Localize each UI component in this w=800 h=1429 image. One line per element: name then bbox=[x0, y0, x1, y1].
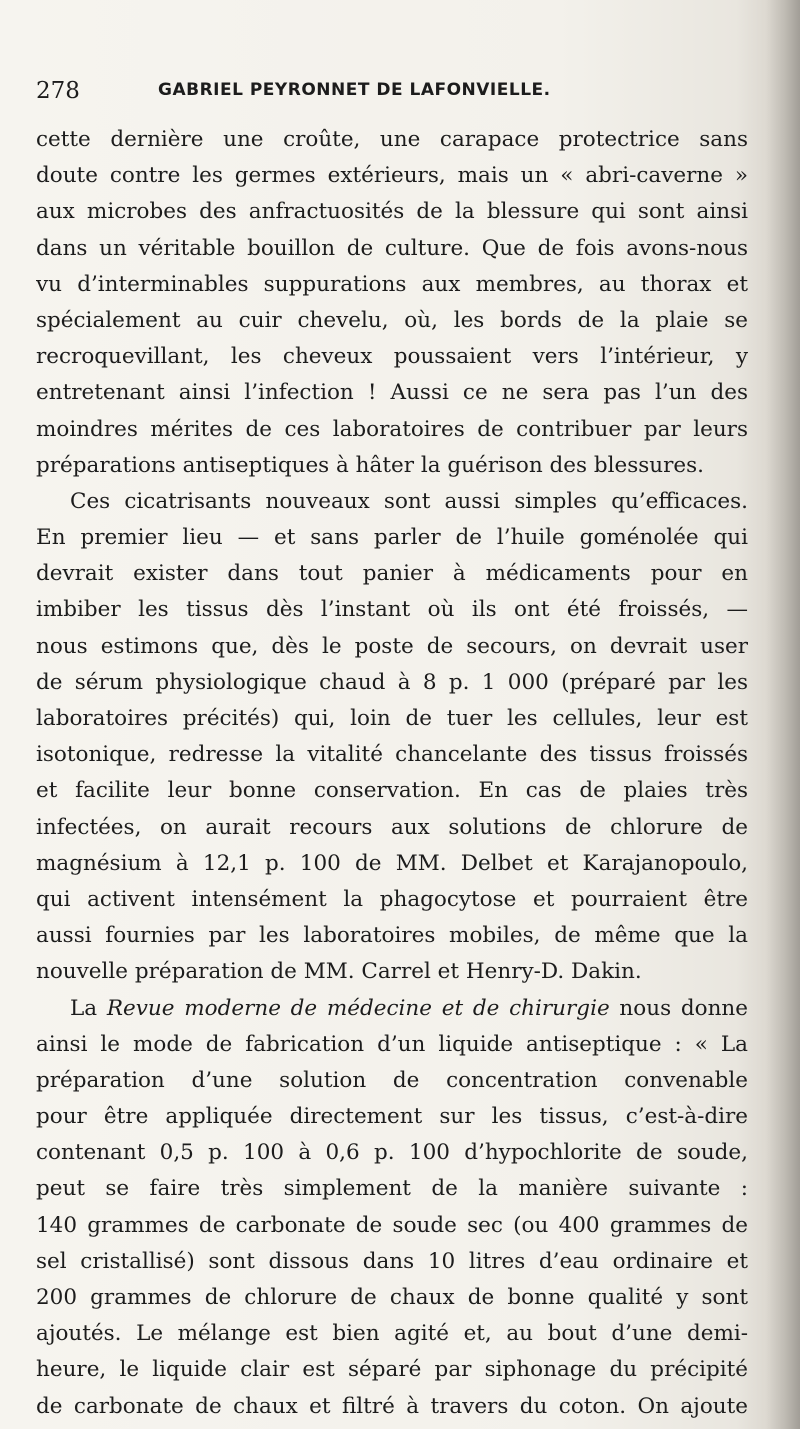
running-head: GABRIEL PEYRONNET DE LAFONVIELLE. bbox=[158, 80, 551, 100]
text-line: 140 grammes de carbonate de soude sec (ou 400 grammes de bbox=[36, 1212, 748, 1238]
text-line: laboratoires précités) qui, loin de tuer les cellules, leur est bbox=[36, 706, 748, 731]
text-line: cette dernière une croûte, une carapace protectrice sans bbox=[36, 127, 748, 152]
text-line: qui activent intensément la phagocytose et pourraient être bbox=[36, 886, 748, 912]
paragraph-first-line bbox=[36, 991, 748, 1027]
text-line: entretenant ainsi l’infection ! Aussi ce ne sera pas l’un des bbox=[36, 380, 748, 406]
text-line: 200 grammes de chlorure de chaux de bonne qualité y sont bbox=[36, 1285, 748, 1310]
text-line: dans un véritable bouillon de culture. Que de fois avons-nous bbox=[36, 235, 748, 261]
paragraph-first-line: Ces cicatrisants nouveaux sont aussi simples qu’efficaces. bbox=[70, 488, 748, 514]
text-line: préparation d’une solution de concentration convenable bbox=[36, 1067, 748, 1093]
page-header bbox=[36, 78, 756, 110]
text-line: de sérum physiologique chaud à 8 p. 1 000 (préparé par les bbox=[36, 669, 748, 695]
text-line: heure, le liquide clair est séparé par siphonage du précipité bbox=[36, 1357, 748, 1383]
text-line: devrait exister dans tout panier à médicaments pour en bbox=[36, 561, 748, 587]
text-line: préparations antiseptiques à hâter la guérison des blessures. bbox=[36, 452, 705, 478]
text-line: magnésium à 12,1 p. 100 de MM. Delbet et Karajanopoulo, bbox=[36, 850, 748, 876]
body-text bbox=[36, 122, 748, 1425]
text-line: spécialement au cuir chevelu, où, les bords de la plaie se bbox=[36, 307, 748, 333]
text-line: ainsi le mode de fabrication d’un liquide antiseptique : « La bbox=[36, 1031, 748, 1057]
text-line: nous estimons que, dès le poste de secours, on devrait user bbox=[36, 633, 748, 659]
text-line: vu d’interminables suppurations aux membres, au thorax et bbox=[36, 271, 748, 297]
text-line: pour être appliquée directement sur les tissus, c’est-à-dire bbox=[36, 1104, 748, 1130]
italic-line-prefix: La bbox=[70, 995, 107, 1021]
text-line: imbiber les tissus dès l’instant où ils ont été froissés, — bbox=[36, 597, 748, 623]
page-gutter-shadow bbox=[766, 0, 800, 1429]
text-line: recroquevillant, les cheveux poussaient vers l’intérieur, y bbox=[36, 344, 748, 370]
text-line: infectées, on aurait recours aux solutions de chlorure de bbox=[36, 814, 748, 840]
italic-line-suffix: nous donne bbox=[609, 995, 748, 1021]
text-line: nouvelle préparation de MM. Carrel et Henry-D. Dakin. bbox=[36, 959, 642, 985]
text-line: peut se faire très simplement de la manière suivante : bbox=[36, 1176, 748, 1202]
text-line: aux microbes des anfractuosités de la blessure qui sont ainsi bbox=[36, 199, 748, 225]
text-line: contenant 0,5 p. 100 à 0,6 p. 100 d’hypochlorite de soude, bbox=[36, 1140, 748, 1166]
text-line: moindres mérites de ces laboratoires de contribuer par leurs bbox=[36, 416, 748, 442]
page-number: 278 bbox=[36, 78, 80, 104]
text-line: doute contre les germes extérieurs, mais un « abri-caverne » bbox=[36, 163, 748, 189]
text-line: et facilite leur bonne conservation. En cas de plaies très bbox=[36, 778, 748, 804]
text-line: isotonique, redresse la vitalité chancelante des tissus froissés bbox=[36, 742, 748, 768]
text-line: En premier lieu — et sans parler de l’huile goménolée qui bbox=[36, 525, 748, 551]
text-line: aussi fournies par les laboratoires mobiles, de même que la bbox=[36, 923, 748, 949]
text-line: de carbonate de chaux et filtré à travers du coton. On ajoute bbox=[36, 1393, 748, 1419]
text-line: sel cristallisé) sont dissous dans 10 litres d’eau ordinaire et bbox=[36, 1248, 748, 1274]
journal-title: Revue moderne de médecine et de chirurgie bbox=[106, 995, 610, 1021]
text-line: ajoutés. Le mélange est bien agité et, au bout d’une demi- bbox=[36, 1321, 748, 1347]
